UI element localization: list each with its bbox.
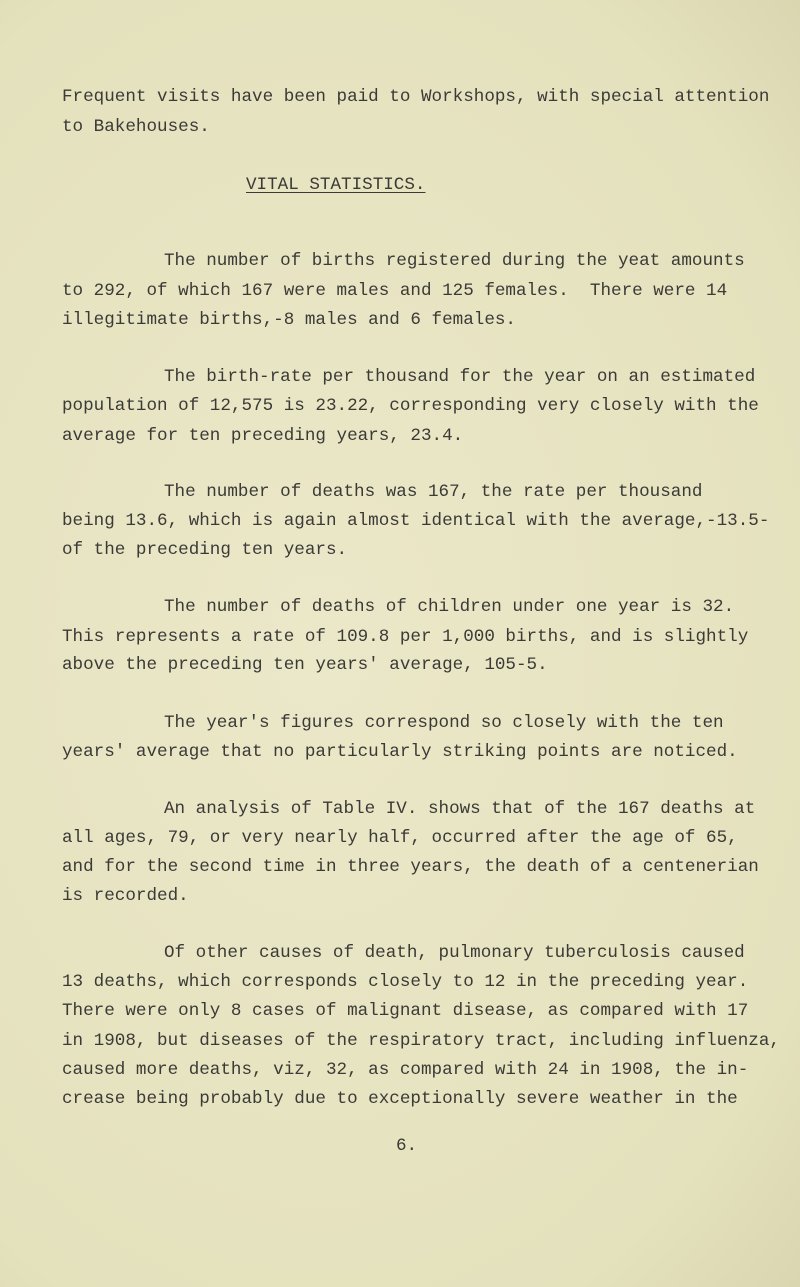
paragraph-line: The year's figures correspond so closely with the ten — [164, 713, 724, 733]
paragraph-line: above the preceding ten years' average, 105-5. — [62, 655, 548, 675]
paragraph-line: is recorded. — [62, 886, 189, 906]
paragraph-line: Of other causes of death, pulmonary tuberculosis caused — [164, 943, 745, 963]
paragraph-line: crease being probably due to exceptionally severe weather in the — [62, 1089, 738, 1109]
page-number: 6. — [396, 1136, 418, 1156]
paragraph-line: caused more deaths, viz, 32, as compared with 24 in 1908, the in- — [62, 1060, 749, 1080]
paragraph-line: There were only 8 cases of malignant disease, as compared with 17 — [62, 1001, 749, 1021]
intro-line: to Bakehouses. — [62, 117, 210, 137]
paragraph-line: average for ten preceding years, 23.4. — [62, 426, 464, 446]
paragraph-line: of the preceding ten years. — [62, 540, 348, 560]
paragraph-line: The number of births registered during the yeat amounts — [164, 251, 745, 271]
paragraph-line: in 1908, but diseases of the respiratory tract, including influenza, — [62, 1031, 780, 1051]
paragraph-line: to 292, of which 167 were males and 125 females. There were 14 — [62, 281, 728, 301]
paragraph-line: The number of deaths was 167, the rate per thousand — [164, 482, 703, 502]
intro-line: Frequent visits have been paid to Workshops, with special attention — [62, 87, 770, 107]
paragraph-line: illegitimate births,-8 males and 6 females. — [62, 310, 516, 330]
paragraph-line: 13 deaths, which corresponds closely to 12 in the preceding year. — [62, 972, 749, 992]
paragraph-line: years' average that no particularly striking points are noticed. — [62, 742, 738, 762]
paragraph-line: being 13.6, which is again almost identical with the average,-13.5- — [62, 511, 770, 531]
paragraph-line: An analysis of Table IV. shows that of the 167 deaths at — [164, 799, 756, 819]
section-heading: VITAL STATISTICS. — [246, 175, 426, 195]
paragraph-line: The number of deaths of children under one year is 32. — [164, 597, 735, 617]
paragraph-line: all ages, 79, or very nearly half, occurred after the age of 65, — [62, 828, 738, 848]
paragraph-line: This represents a rate of 109.8 per 1,000 births, and is slightly — [62, 627, 749, 647]
paragraph-line: The birth-rate per thousand for the year on an estimated — [164, 367, 756, 387]
paragraph-line: population of 12,575 is 23.22, corresponding very closely with the — [62, 396, 759, 416]
paragraph-line: and for the second time in three years, the death of a centenerian — [62, 857, 759, 877]
